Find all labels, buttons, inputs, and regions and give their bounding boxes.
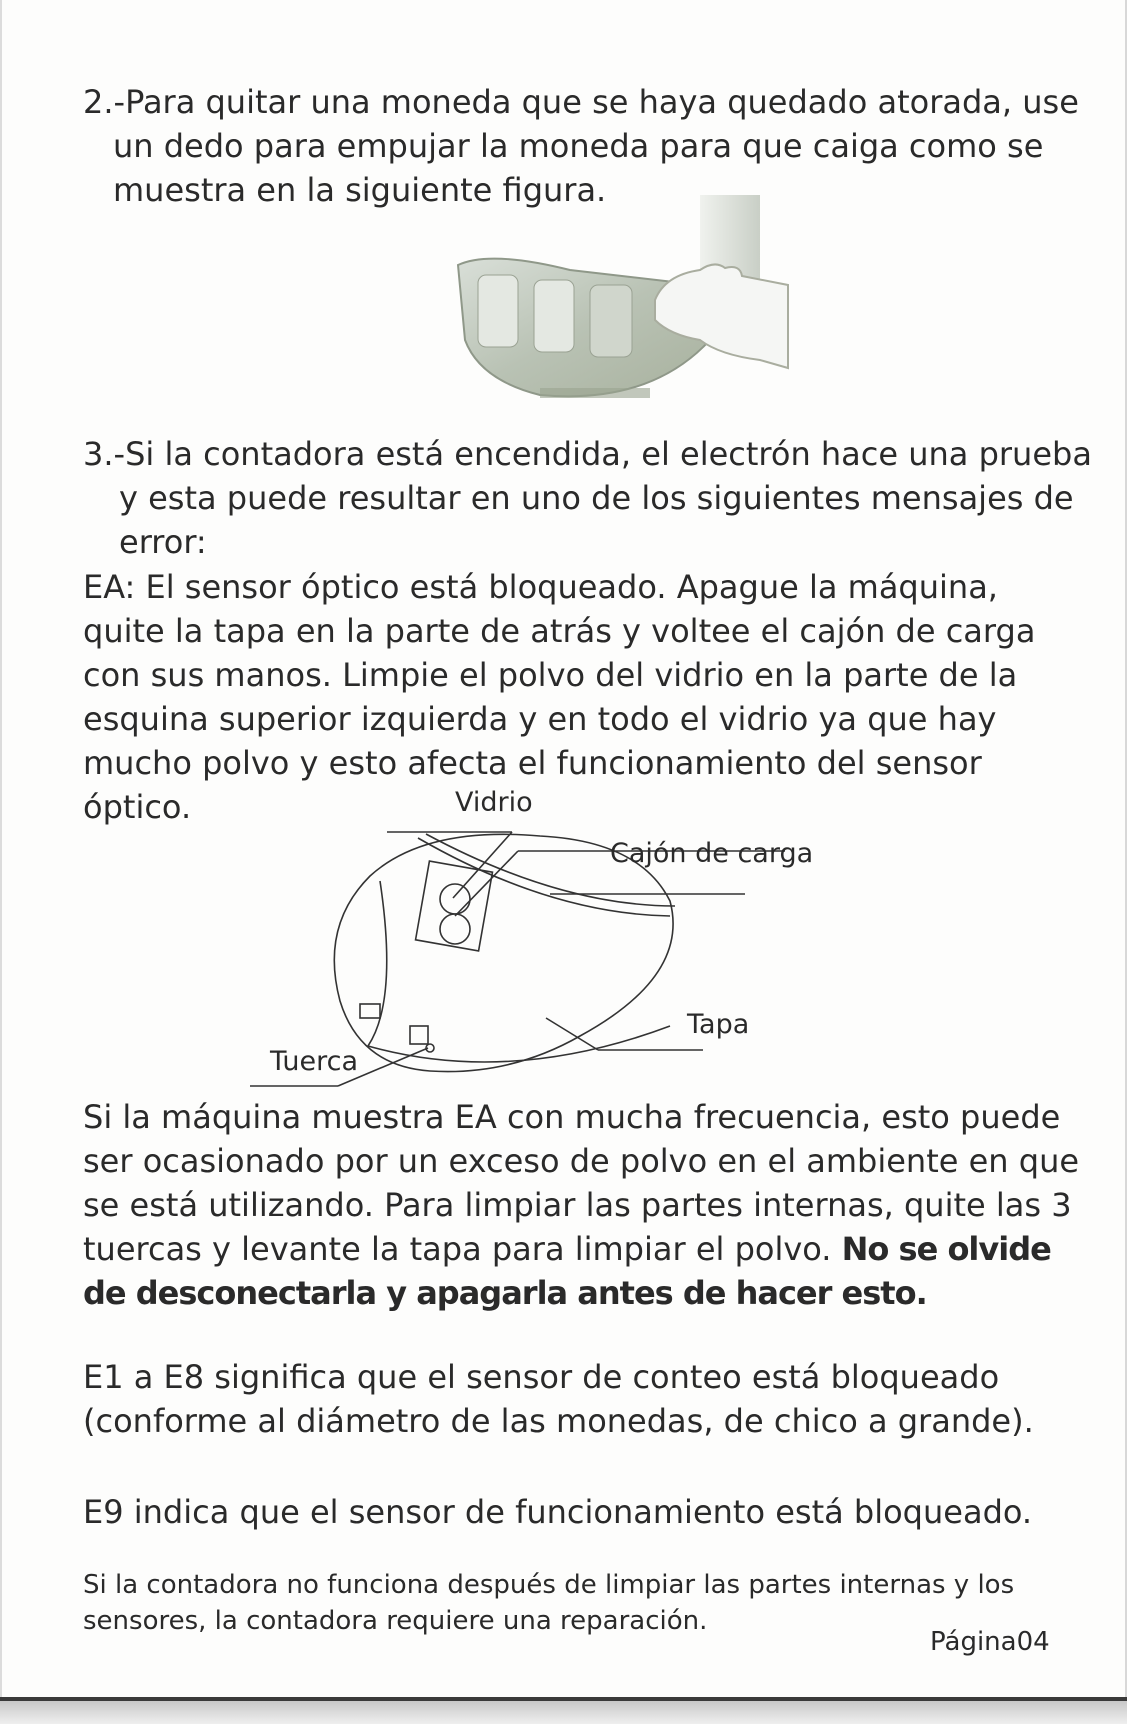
glass-circle-bottom <box>440 914 470 944</box>
glass-circle-top <box>440 884 470 914</box>
error-e9-description: E9 indica que el sensor de funcionamiento está bloqueado. <box>83 1493 1033 1531</box>
page-edge-left <box>0 0 2 1724</box>
label-cajon-de-carga: Cajón de carga <box>610 838 814 869</box>
side-latch <box>360 1004 380 1018</box>
error-ea-frequency <box>83 1095 1083 1315</box>
tray-slot-middle <box>534 280 574 352</box>
photo-bottom-shadow <box>540 388 650 398</box>
error-ea-description: EA: El sensor óptico está bloqueado. Apague la máquina, quite la tapa en la parte de atrás y voltee el cajón de carga con sus manos. Limpie el polvo del vidrio en la parte de la esquina superior izquierda y en todo el vidrio ya que hay mucho polvo y esto afecta el funcionamiento del sensor óptico. <box>83 568 1036 826</box>
step-2-instruction: 2.-Para quitar una moneda que se haya quedado atorada, use un dedo para empujar la moneda para que caiga como se muestra en la siguiente figura. <box>83 83 1079 209</box>
coin-removal-photo <box>450 190 810 430</box>
label-tuerca: Tuerca <box>270 1046 359 1077</box>
repair-notice: Si la contadora no funciona después de limpiar las partes internas y los sensores, la contadora requiere una reparación. <box>83 1570 1015 1636</box>
step-3-instruction: 3.-Si la contadora está encendida, el electrón hace una prueba y esta puede resultar en uno de los siguientes mensajes de error: <box>83 435 1092 561</box>
tray-slot-right <box>590 285 632 357</box>
error-e1-e8-description: E1 a E8 significa que el sensor de conteo está bloqueado (conforme al diámetro de las monedas, de chico a grande). <box>83 1358 1034 1440</box>
frequency-text: Si la máquina muestra EA con mucha frecuencia, esto puede ser ocasionado por un exceso de polvo en el ambiente en que se está utilizando. Para limpiar las partes internas, quite las 3 tuercas y levante la tapa para limpiar el polvo. <box>83 1098 1080 1268</box>
page-number: Página04 <box>930 1627 1050 1657</box>
loading-drawer <box>416 861 493 951</box>
tapa-leader <box>546 1018 598 1050</box>
switch-box <box>410 1026 428 1044</box>
sensor-diagram <box>250 786 870 1088</box>
tray-slot-left <box>478 275 518 347</box>
safety-warning: No se olvide de desconectarla y apagarla antes de hacer esto. <box>83 1230 1051 1312</box>
machine-body-outline <box>368 881 670 1062</box>
label-vidrio: Vidrio <box>455 787 533 818</box>
label-tapa: Tapa <box>687 1009 750 1040</box>
page-bottom-shade <box>0 1701 1127 1724</box>
